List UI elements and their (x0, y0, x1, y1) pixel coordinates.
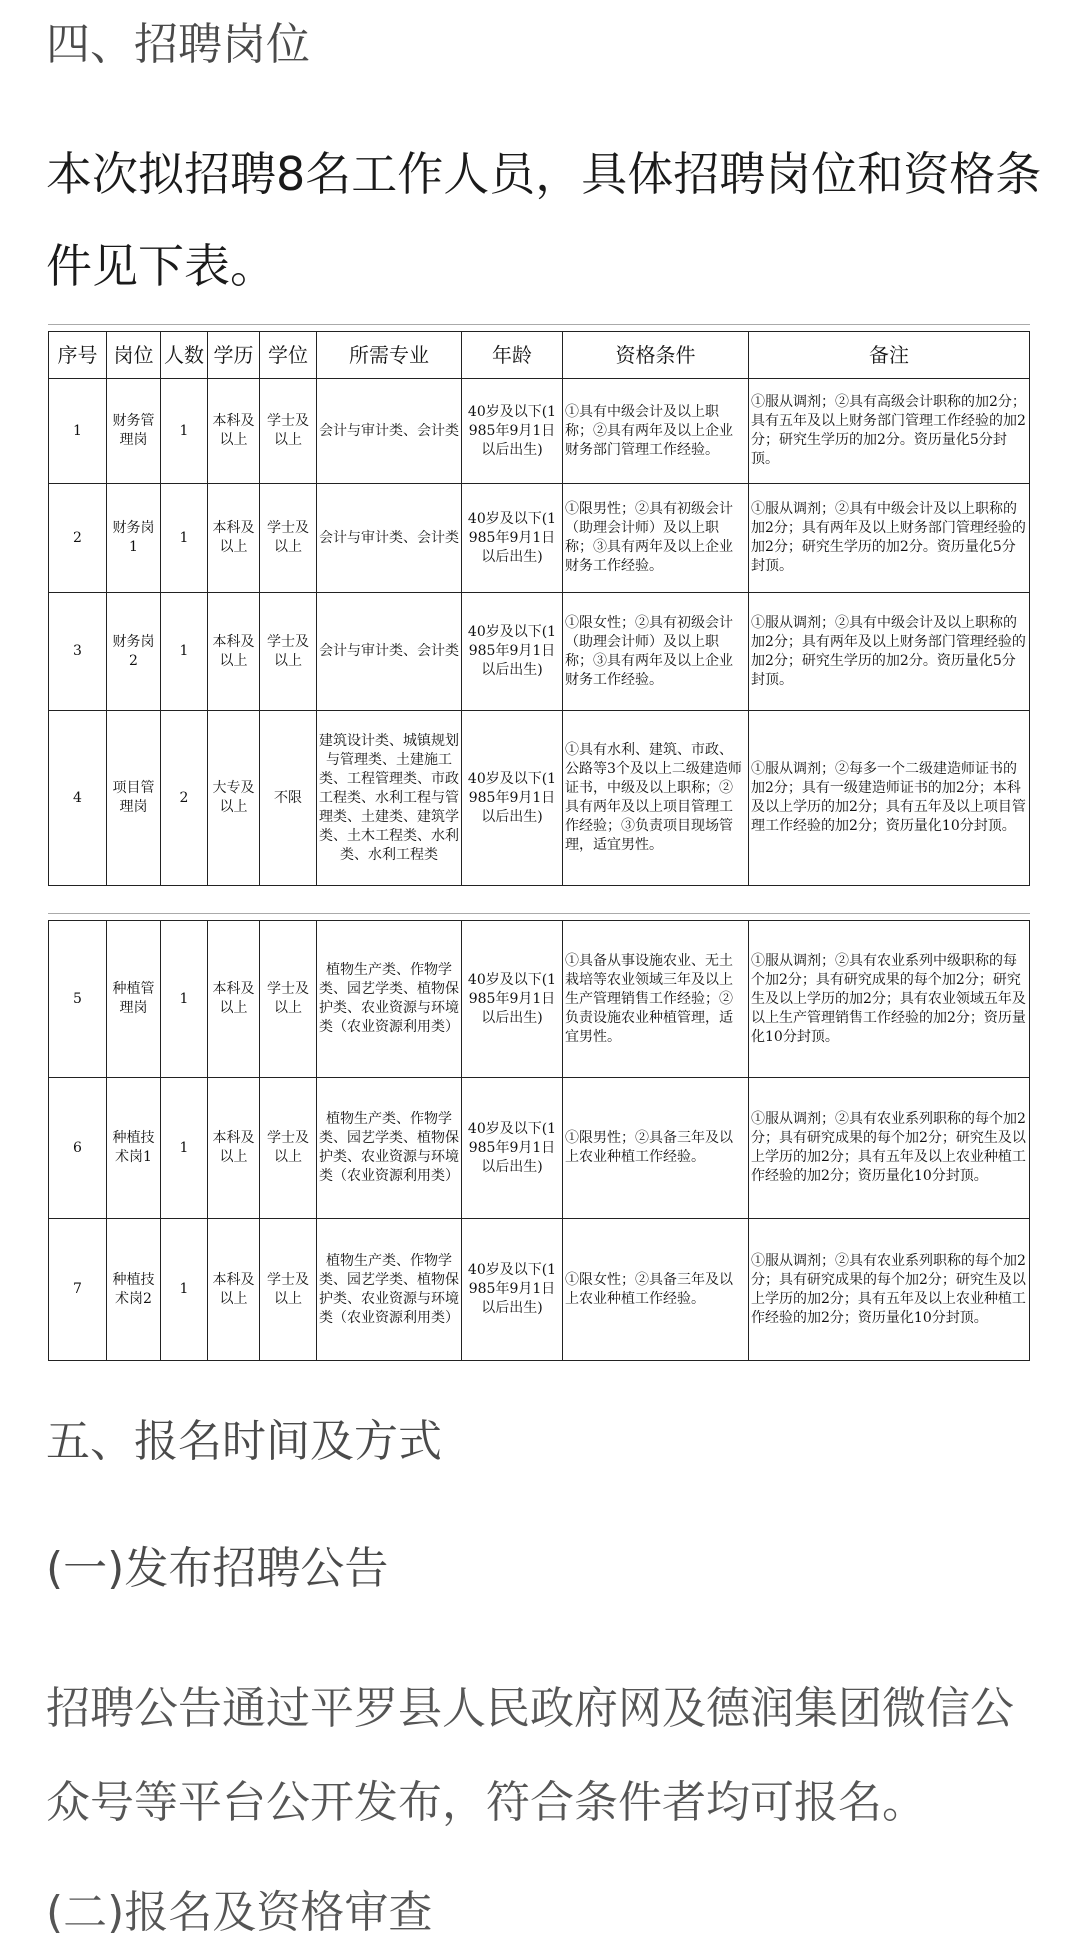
cell-education: 本科及以上 (208, 484, 260, 593)
cell-age: 40岁及以下(1985年9月1日以后出生) (462, 1219, 563, 1361)
cell-no: 5 (49, 921, 107, 1078)
cell-major: 植物生产类、作物学类、园艺学类、植物保护类、农业资源与环境类（农业资源利用类） (317, 1078, 462, 1219)
table-row (49, 484, 1030, 593)
table-row (49, 921, 1030, 1078)
recruitment-table-part-1 (48, 331, 1030, 886)
cell-age: 40岁及以下(1985年9月1日以后出生) (462, 379, 563, 484)
cell-major: 会计与审计类、会计类 (317, 484, 462, 593)
cell-major: 植物生产类、作物学类、园艺学类、植物保护类、农业资源与环境类（农业资源利用类） (317, 1219, 462, 1361)
section-5-heading: 五、报名时间及方式 (46, 1416, 442, 1467)
cell-notes: ①服从调剂；②具有中级会计及以上职称的加2分；具有两年及以上财务部门管理经验的加2分；研究生学历的加2分。资历量化5分封顶。 (749, 484, 1030, 593)
col-header-count: 人数 (161, 332, 208, 379)
col-header-no: 序号 (49, 332, 107, 379)
recruitment-table (48, 331, 1030, 886)
cell-qualifications: ①具有中级会计及以上职称；②具有两年及以上企业财务部门管理工作经验。 (563, 379, 749, 484)
table-row (49, 379, 1030, 484)
cell-degree: 学士及以上 (260, 921, 317, 1078)
cell-age: 40岁及以下(1985年9月1日以后出生) (462, 593, 563, 711)
col-header-education: 学历 (208, 332, 260, 379)
cell-qualifications: ①限女性；②具备三年及以上农业种植工作经验。 (563, 1219, 749, 1361)
cell-post: 种植管理岗 (107, 921, 161, 1078)
cell-notes: ①服从调剂；②每多一个二级建造师证书的加2分；具有一级建造师证书的加2分；本科及以上学历的加2分；具有五年及以上项目管理工作经验的加2分；资历量化10分封顶。 (749, 711, 1030, 886)
cell-notes: ①服从调剂；②具有农业系列职称的每个加2分；具有研究成果的每个加2分；研究生及以上学历的加2分；具有五年及以上农业种植工作经验的加2分；资历量化10分封顶。 (749, 1219, 1030, 1361)
col-header-qualifications: 资格条件 (563, 332, 749, 379)
table-header-row (49, 332, 1030, 379)
cell-post: 种植技术岗2 (107, 1219, 161, 1361)
cell-no: 3 (49, 593, 107, 711)
cell-major: 会计与审计类、会计类 (317, 593, 462, 711)
cell-notes: ①服从调剂；②具有中级会计及以上职称的加2分；具有两年及以上财务部门管理经验的加2分；研究生学历的加2分。资历量化5分封顶。 (749, 593, 1030, 711)
cell-count: 1 (161, 484, 208, 593)
cell-post: 种植技术岗1 (107, 1078, 161, 1219)
cell-count: 1 (161, 1078, 208, 1219)
table-top-rule (48, 324, 1030, 325)
cell-major: 建筑设计类、城镇规划与管理类、土建施工类、工程管理类、市政工程类、水利工程与管理类、土建类、建筑学类、土木工程类、水利类、水利工程类 (317, 711, 462, 886)
intro-paragraph: 本次拟招聘8名工作人员，具体招聘岗位和资格条件见下表。 (46, 147, 1042, 293)
cell-post: 财务管理岗 (107, 379, 161, 484)
cell-count: 2 (161, 711, 208, 886)
cell-no: 4 (49, 711, 107, 886)
cell-post: 财务岗2 (107, 593, 161, 711)
cell-degree: 学士及以上 (260, 484, 317, 593)
col-header-age: 年龄 (462, 332, 563, 379)
cell-education: 本科及以上 (208, 1078, 260, 1219)
cell-no: 1 (49, 379, 107, 484)
cell-degree: 学士及以上 (260, 593, 317, 711)
cell-degree: 学士及以上 (260, 1219, 317, 1361)
cell-count: 1 (161, 921, 208, 1078)
cell-no: 6 (49, 1078, 107, 1219)
col-header-post: 岗位 (107, 332, 161, 379)
section-4-heading: 四、招聘岗位 (46, 19, 310, 70)
subsection-1-paragraph: 招聘公告通过平罗县人民政府网及德润集团微信公众号等平台公开发布，符合条件者均可报名。 (46, 1683, 1014, 1828)
subsection-1-heading: (一)发布招聘公告 (46, 1543, 389, 1594)
table-row (49, 711, 1030, 886)
recruitment-table-continued (48, 920, 1030, 1361)
recruitment-table-part-2 (48, 920, 1030, 1361)
cell-qualifications: ①限男性；②具备三年及以上农业种植工作经验。 (563, 1078, 749, 1219)
cell-education: 本科及以上 (208, 1219, 260, 1361)
cell-age: 40岁及以下(1985年9月1日以后出生) (462, 711, 563, 886)
cell-degree: 不限 (260, 711, 317, 886)
col-header-degree: 学位 (260, 332, 317, 379)
cell-notes: ①服从调剂；②具有高级会计职称的加2分；具有五年及以上财务部门管理工作经验的加2分；研究生学历的加2分。资历量化5分封顶。 (749, 379, 1030, 484)
cell-education: 本科及以上 (208, 921, 260, 1078)
cell-qualifications: ①限女性；②具有初级会计（助理会计师）及以上职称；③具有两年及以上企业财务工作经验。 (563, 593, 749, 711)
cell-count: 1 (161, 379, 208, 484)
cell-age: 40岁及以下(1985年9月1日以后出生) (462, 484, 563, 593)
cell-major: 植物生产类、作物学类、园艺学类、植物保护类、农业资源与环境类（农业资源利用类） (317, 921, 462, 1078)
cell-no: 7 (49, 1219, 107, 1361)
cell-major: 会计与审计类、会计类 (317, 379, 462, 484)
cell-education: 大专及以上 (208, 711, 260, 886)
cell-education: 本科及以上 (208, 593, 260, 711)
cell-count: 1 (161, 593, 208, 711)
cell-degree: 学士及以上 (260, 1078, 317, 1219)
cell-age: 40岁及以下(1985年9月1日以后出生) (462, 921, 563, 1078)
cell-qualifications: ①限男性；②具有初级会计（助理会计师）及以上职称；③具有两年及以上企业财务工作经验。 (563, 484, 749, 593)
subsection-2-heading-partial: (二)报名及资格审查 (46, 1887, 433, 1938)
table-row (49, 1078, 1030, 1219)
table-row (49, 593, 1030, 711)
cell-age: 40岁及以下(1985年9月1日以后出生) (462, 1078, 563, 1219)
cell-notes: ①服从调剂；②具有农业系列中级职称的每个加2分；具有研究成果的每个加2分；研究生及以上学历的加2分；具有农业领域五年及以上生产管理销售工作经验的加2分；资历量化10分封顶。 (749, 921, 1030, 1078)
table-row (49, 1219, 1030, 1361)
cell-notes: ①服从调剂；②具有农业系列职称的每个加2分；具有研究成果的每个加2分；研究生及以上学历的加2分；具有五年及以上农业种植工作经验的加2分；资历量化10分封顶。 (749, 1078, 1030, 1219)
col-header-major: 所需专业 (317, 332, 462, 379)
cell-post: 财务岗1 (107, 484, 161, 593)
cell-qualifications: ①具有水利、建筑、市政、公路等3个及以上二级建造师证书，中级及以上职称；②具有两年及以上项目管理工作经验；③负责项目现场管理，适宜男性。 (563, 711, 749, 886)
cell-qualifications: ①具备从事设施农业、无土栽培等农业领域三年及以上生产管理销售工作经验；②负责设施农业种植管理，适宜男性。 (563, 921, 749, 1078)
cell-count: 1 (161, 1219, 208, 1361)
cell-degree: 学士及以上 (260, 379, 317, 484)
table-top-rule (48, 913, 1030, 914)
col-header-notes: 备注 (749, 332, 1030, 379)
cell-education: 本科及以上 (208, 379, 260, 484)
cell-post: 项目管理岗 (107, 711, 161, 886)
cell-no: 2 (49, 484, 107, 593)
